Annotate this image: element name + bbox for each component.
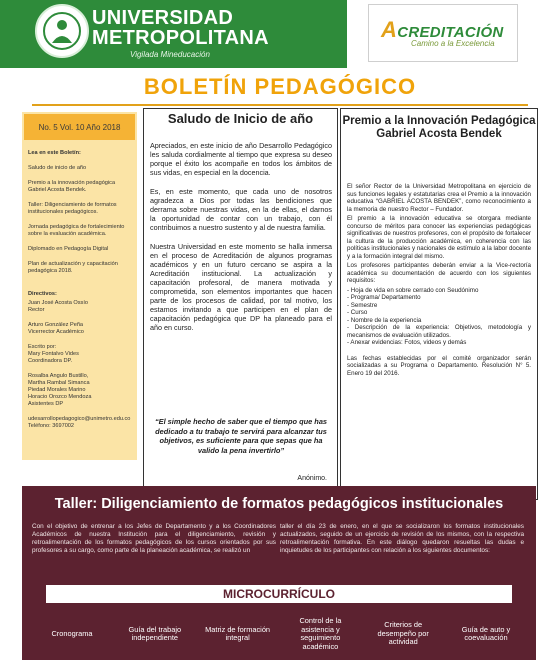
greeting-paragraph: Es, en este momento, que cada uno de nosotros agradezca a Dios por todas las bendiciones que derrama sobre nuestras vidas, en la de ellas, el darnos la oportunidad de contar con un trabajo, con él contribuimos a nuestro sustento y al de nuestra familia. <box>150 187 332 232</box>
award-article <box>340 108 538 500</box>
university-name: UNIVERSIDAD METROPOLITANA <box>92 7 269 49</box>
title-row <box>0 70 560 106</box>
toc-item: Premio a la innovación pedagógica Gabriel Acosta Bendek. <box>28 180 116 193</box>
bulletin-title: BOLETÍN PEDAGÓGICO <box>143 74 417 99</box>
greeting-body <box>150 141 332 342</box>
workshop-section <box>22 486 536 660</box>
requirement-item: - Nombre de la experiencia <box>347 316 422 324</box>
greeting-paragraph: Apreciados, en este inicio de año Desarrollo Pedagógico les saluda cordialmente al tiempo que expresa su deseo porque el éxito los acompañe en todos los ámbitos de sus vidas, en especial en la docencia. <box>150 141 332 177</box>
award-heading: Premio a la Innovación Pedagógica Gabriel Acosta Bendek <box>342 115 536 140</box>
micro-item: Control de la asistencia y seguimiento académico <box>299 616 342 651</box>
workshop-text-right: taller el día 23 de enero, en el que se socializaron los formatos institucionales actualizados, seguido de un ejercicio de revisión de los mismos, con la respectiva retroalimentación formativa. En este diálogo quedaron resueltas las dudas e inquietudes de los participantes con relación a los siguientes documentos: <box>280 523 524 554</box>
requirement-item: - Semestre <box>347 301 378 309</box>
award-paragraph: El premio a la innovación educativa se otorgara mediante concurso de méritos para conocer las experiencias pedagógicas significativas de nuestros profesores, con el propósito de fortalecer la cultura de la producción académica, en coherencia con las políticas institucionales y nacionales de estímulo a la labor docente y a la formación integral del mismo. <box>347 215 532 260</box>
requirement-item: - Programa/ Departamento <box>347 294 421 301</box>
acreditacion-tagline: Camino a la Excelencia <box>411 39 495 48</box>
toc-item: Diplomado en Pedagogía Digital <box>28 246 109 252</box>
toc-item: Jornada pedagógica de fortalecimiento sobre la evaluación académica. <box>28 224 125 237</box>
workshop-text-left: Con el objetivo de entrenar a los Jefes de Departamento y a los Coordinadores Académicos de nuestra Institución para el diligenciamiento, revisión y retroalimentación de los formatos pedagógicos de los cursos orientados por sus profesores a su cargo, como parte de la planeación académica, se realizó un <box>32 523 276 554</box>
award-paragraph: Los profesores participantes deberán enviar a la Vice-rectoría académica su documentación de acuerdo con los siguientes requisitos: <box>347 262 531 284</box>
micro-item: Criterios de desempeño por actividad <box>377 620 429 647</box>
award-closing: Las fechas establecidas por el comité organizador serán socializadas a su Programa o Departamento. Resolución N° 5. Enero 19 del 2016. <box>347 354 531 377</box>
requirements-list <box>347 287 531 347</box>
greeting-article <box>143 108 338 500</box>
directive-entry: Juan José Acosta Ossío Rector <box>28 300 89 313</box>
toc-item: Plan de actualización y capacitación pedagógica 2018. <box>28 261 118 274</box>
microcurriculo-items <box>34 610 524 658</box>
micro-item: Guía del trabajo independiente <box>128 624 182 642</box>
sidebar-content <box>28 150 134 438</box>
micro-item: Cronograma <box>51 628 93 638</box>
toc-item: Saludo de inicio de año <box>28 165 87 171</box>
directives-label: Directivos: <box>28 291 57 297</box>
acreditacion-title: ACREDITACIÓN <box>381 17 504 42</box>
title-rule <box>32 104 528 106</box>
issue-label: No. 5 Vol. 10 Año 2018 <box>24 114 135 140</box>
requirement-item: - Curso <box>347 309 368 316</box>
workshop-title: Taller: Diligenciamiento de formatos pedagógicos institucionales <box>54 496 504 512</box>
greeting-quote: “El simple hecho de saber que el tiempo que has dedicado a tu trabajo te servirá para alcanzar tus objetivos, es suficiente para que sepas que ha valido la pena invertirlo” <box>154 417 328 455</box>
directive-entry: Arturo González Peña Vicerrector Académico <box>28 322 84 335</box>
toc-label: Lea en este Boletín: <box>28 150 81 156</box>
greeting-paragraph: Nuestra Universidad en este momento se halla inmersa en el proceso de Acreditación de algunos programas académicos y en un futuro cercano se aspira a la Acreditación institucional. La actualización y capacitación profesoral, de manera motivada y comprometida, son elementos importantes que hacen parte de los procesos de calidad, por tal motivo, los estamos invitando a que participen en el plan de capacitación pedagógica que DP ha planeado para el año en curso. <box>150 242 332 332</box>
toc-item: Taller: Diligenciamiento de formatos institucionales pedagógicos. <box>28 202 117 215</box>
university-tagline: Vigilada Mineducación <box>130 50 210 59</box>
directive-entry: Escrito por: Mary Fontalvo Vides Coordinadora DP. <box>28 344 79 364</box>
quote-author: Anónimo. <box>297 475 327 482</box>
microcurriculo-title: MICROCURRÍCULO <box>46 585 512 603</box>
acreditacion-logo <box>368 4 518 62</box>
directive-contact: udesarrollopedagogico@unimetro.edu.co Teléfono: 3697002 <box>28 416 131 429</box>
university-seal-icon <box>35 4 89 58</box>
greeting-heading: Saludo de Inicio de año <box>167 111 314 126</box>
award-paragraph: El señor Rector de la Universidad Metropolitana en ejercicio de sus funciones legales y estatutarias crea el Premio a la innovación educativa “GABRIEL ACOSTA BENDEK”, como reconocimiento a la memoria de nuestro Rector – Fundador. <box>347 183 531 213</box>
header <box>0 0 560 68</box>
requirement-item: - Anexar evidencias: Fotos, videos y demás <box>347 339 467 346</box>
directive-entry: Rosalba Angulo Bustillo, Martha Rambal Simanca Piedad Morales Marino Horacio Orozco Mendoza Asistentes DP <box>28 373 92 407</box>
micro-item: Guía de auto y coevaluación <box>461 624 511 642</box>
award-body <box>347 183 531 379</box>
requirement-item: - Descripción de la experiencia: Objetivos, metodología y mecanismos de evaluación utilizados. <box>347 324 531 339</box>
micro-item: Matriz de formación integral <box>205 624 271 642</box>
requirement-item: - Hoja de vida en sobre cerrado con Seudónimo <box>347 286 479 294</box>
header-band <box>0 0 347 68</box>
